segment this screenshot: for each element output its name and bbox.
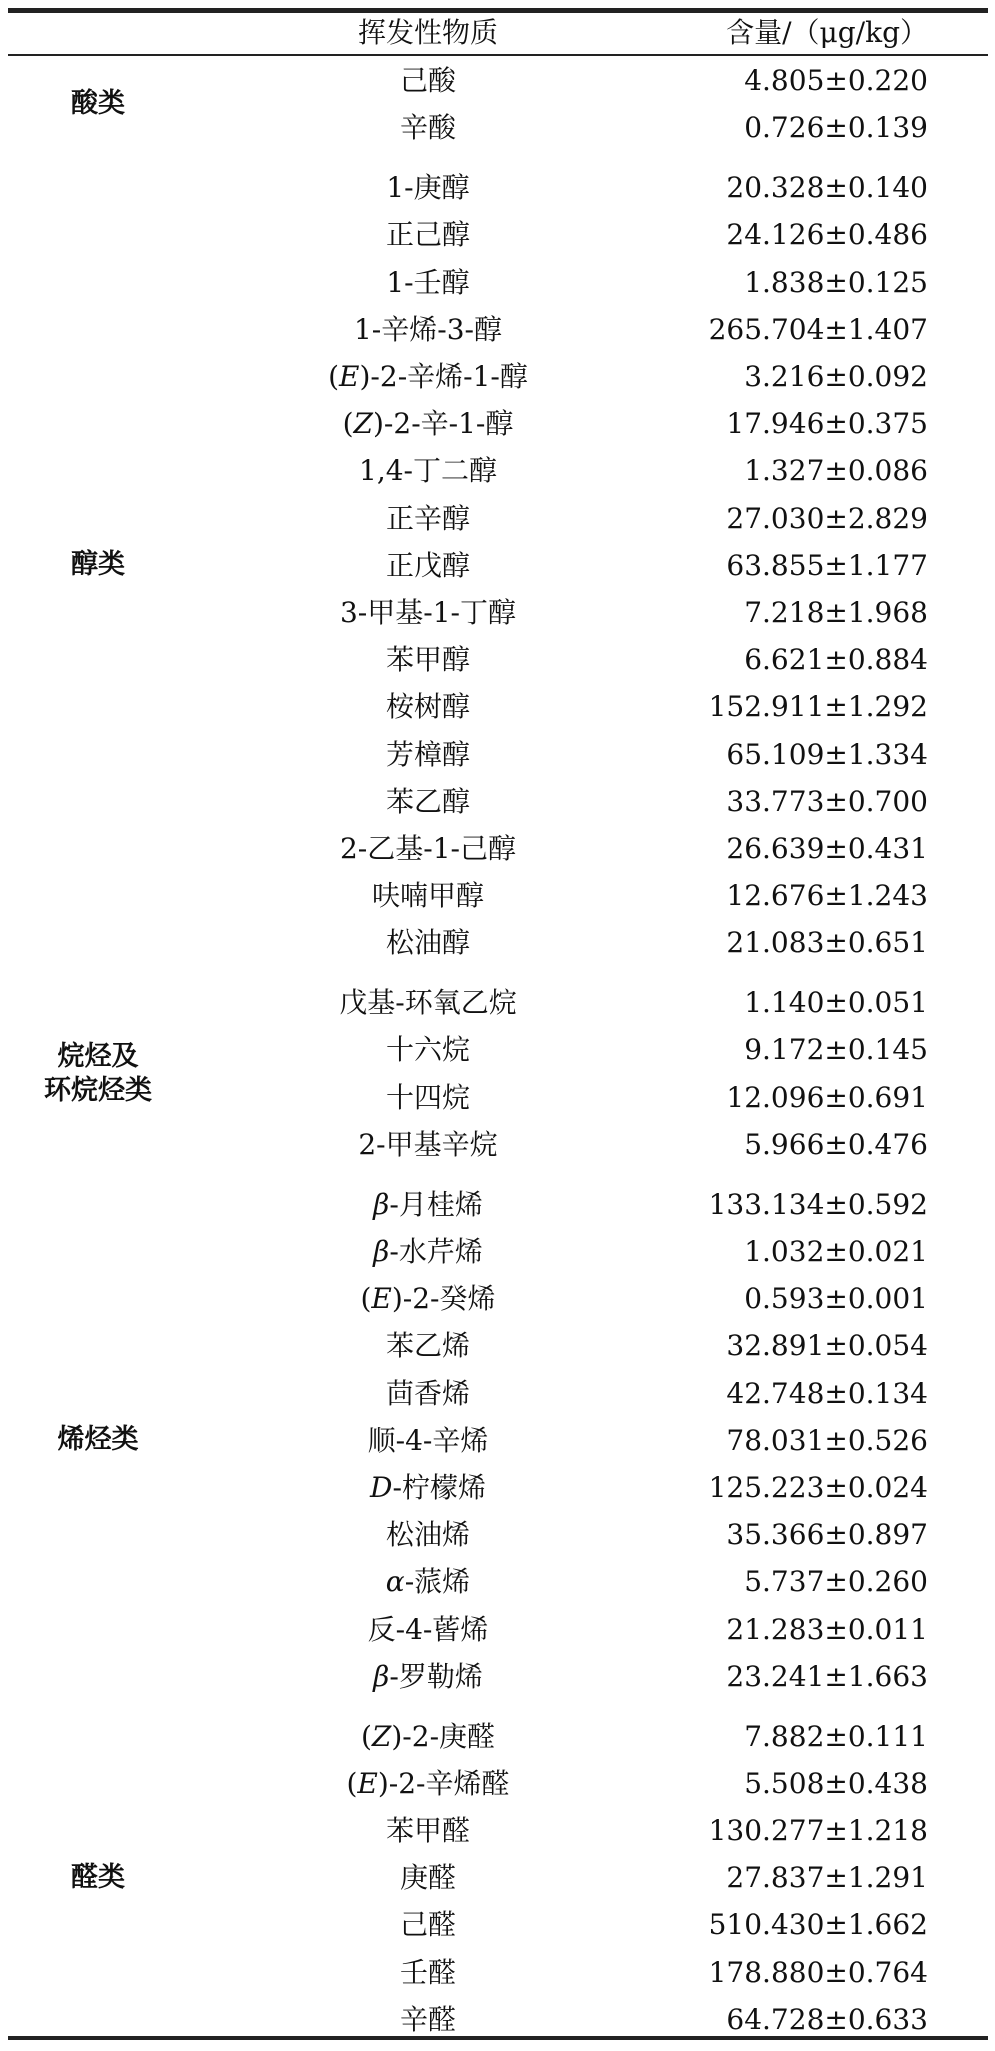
table-row — [198, 447, 928, 494]
compound-name: 辛醛 — [399, 2002, 456, 2036]
content-value: 12.676±1.243 — [726, 879, 928, 913]
compound-name: 苯甲醇 — [385, 643, 470, 677]
header-content: 含量/（μg/kg） — [726, 16, 928, 49]
compound-name: 2-甲基辛烷 — [358, 1127, 498, 1161]
compound-name: 己醛 — [399, 1908, 456, 1942]
content-value: 130.277±1.218 — [708, 1814, 928, 1847]
content-value: 78.031±0.526 — [726, 1423, 928, 1457]
table-row — [198, 1228, 928, 1275]
content-value: 21.283±0.011 — [726, 1612, 928, 1646]
content-value: 7.218±1.968 — [744, 595, 928, 629]
compound-name: (Z)-2-辛-1-醇 — [342, 407, 514, 441]
content-value: 5.966±0.476 — [744, 1127, 928, 1161]
compound-name: β-罗勒烯 — [373, 1659, 483, 1693]
content-value: 65.109±1.334 — [726, 737, 928, 771]
table-row — [198, 259, 928, 306]
table-row — [198, 1901, 928, 1948]
header-rule — [8, 54, 988, 56]
table-row — [198, 919, 928, 966]
content-value: 3.216±0.092 — [744, 359, 928, 393]
content-value: 9.172±0.145 — [744, 1033, 928, 1067]
table-row — [198, 1121, 928, 1168]
category-label: 醇类 — [71, 549, 125, 581]
table-row — [198, 1417, 928, 1464]
content-value: 64.728±0.633 — [726, 2002, 928, 2036]
content-value: 178.880±0.764 — [708, 1955, 928, 1989]
table-row — [198, 495, 928, 542]
compound-name: 反-4-蒈烯 — [367, 1612, 489, 1646]
table-row — [198, 1854, 928, 1901]
table-row — [198, 731, 928, 778]
content-value: 0.593±0.001 — [744, 1282, 928, 1316]
compound-name: 苯乙烯 — [385, 1329, 470, 1363]
compound-name: 松油烯 — [385, 1518, 470, 1552]
compound-name: α-蒎烯 — [385, 1565, 471, 1599]
table-row — [198, 589, 928, 636]
compound-name: (E)-2-辛烯-1-醇 — [328, 359, 528, 393]
compound-name: 壬醛 — [399, 1955, 456, 1989]
table-row — [198, 825, 928, 872]
compound-name: 正己醇 — [385, 218, 470, 252]
table-row — [198, 1275, 928, 1322]
table-row — [198, 353, 928, 400]
content-value: 6.621±0.884 — [744, 643, 928, 677]
table-row — [198, 1760, 928, 1807]
table-row — [198, 1181, 928, 1228]
content-value: 33.773±0.700 — [726, 784, 928, 818]
table-row — [198, 1370, 928, 1417]
table-row — [198, 104, 928, 151]
table-row — [198, 872, 928, 919]
table-row — [198, 542, 928, 589]
content-value: 510.430±1.662 — [708, 1908, 928, 1942]
category-label: 醛类 — [71, 1861, 125, 1893]
content-value: 265.704±1.407 — [708, 312, 928, 346]
compound-name: (Z)-2-庚醛 — [360, 1719, 496, 1753]
compound-name: 1-庚醇 — [386, 171, 470, 205]
table-row — [198, 400, 928, 447]
compound-name: 苯乙醇 — [385, 784, 470, 818]
compound-name: 芳樟醇 — [385, 737, 470, 771]
table-row — [198, 778, 928, 825]
content-value: 1.140±0.051 — [744, 986, 928, 1020]
content-value: 1.327±0.086 — [744, 454, 928, 488]
category-label: 烷烃及 环烷烃类 — [44, 1040, 152, 1106]
table-row — [198, 1558, 928, 1605]
table-row — [198, 636, 928, 683]
content-value: 7.882±0.111 — [744, 1719, 928, 1753]
content-value: 26.639±0.431 — [726, 831, 928, 865]
compound-name: 十四烷 — [385, 1080, 470, 1114]
content-value: 0.726±0.139 — [744, 111, 928, 145]
compound-name: 桉树醇 — [385, 690, 470, 724]
content-value: 17.946±0.375 — [726, 407, 928, 441]
table-row — [198, 1322, 928, 1369]
content-value: 42.748±0.134 — [726, 1376, 928, 1410]
table-row — [198, 1464, 928, 1511]
content-value: 4.805±0.220 — [744, 64, 928, 97]
content-value: 21.083±0.651 — [726, 926, 928, 960]
content-value: 20.328±0.140 — [726, 171, 928, 205]
table-row — [198, 1511, 928, 1558]
compound-name: (E)-2-辛烯醛 — [346, 1766, 510, 1800]
table-row — [198, 164, 928, 211]
table-row — [198, 211, 928, 258]
table-row — [198, 1026, 928, 1073]
compound-name: D-柠檬烯 — [370, 1470, 486, 1504]
content-value: 27.030±2.829 — [726, 501, 928, 535]
category-label: 烯烃类 — [57, 1424, 139, 1456]
table-row — [198, 306, 928, 353]
table-row — [198, 1949, 928, 1996]
compound-name: 正辛醇 — [385, 501, 470, 535]
content-value: 27.837±1.291 — [726, 1861, 928, 1895]
content-value: 35.366±0.897 — [726, 1518, 928, 1552]
compound-name: 己酸 — [399, 64, 456, 97]
content-value: 5.508±0.438 — [744, 1766, 928, 1800]
content-value: 23.241±1.663 — [726, 1659, 928, 1693]
content-value: 12.096±0.691 — [726, 1080, 928, 1114]
compound-name: 戊基-环氧乙烷 — [339, 986, 517, 1020]
compound-name: 庚醛 — [399, 1861, 456, 1895]
category-label: 酸类 — [71, 88, 125, 120]
table-row — [198, 1606, 928, 1653]
content-value: 1.032±0.021 — [744, 1234, 928, 1268]
table-row — [198, 1713, 928, 1760]
table-row — [198, 683, 928, 730]
content-value: 5.737±0.260 — [744, 1565, 928, 1599]
compound-name: 茴香烯 — [385, 1376, 470, 1410]
compound-name: 呋喃甲醇 — [371, 879, 484, 913]
compound-name: β-月桂烯 — [373, 1187, 483, 1221]
content-value: 133.134±0.592 — [708, 1187, 928, 1221]
compound-name: 1-壬醇 — [386, 265, 470, 299]
compound-name: 2-乙基-1-己醇 — [339, 831, 516, 865]
bottom-rule — [8, 2036, 988, 2040]
content-value: 152.911±1.292 — [708, 690, 928, 724]
header-compound: 挥发性物质 — [357, 16, 498, 49]
compound-name: 1-辛烯-3-醇 — [353, 312, 502, 346]
content-value: 32.891±0.054 — [726, 1329, 928, 1363]
compound-name: 辛酸 — [399, 111, 456, 145]
compound-name: 1,4-丁二醇 — [359, 454, 497, 488]
compound-name: β-水芹烯 — [373, 1234, 483, 1268]
content-value: 125.223±0.024 — [708, 1470, 928, 1504]
table-row — [198, 1074, 928, 1121]
table-row — [198, 979, 928, 1026]
compound-name: 3-甲基-1-丁醇 — [339, 595, 516, 629]
content-value: 24.126±0.486 — [726, 218, 928, 252]
content-value: 63.855±1.177 — [726, 548, 928, 582]
compound-name: 正戊醇 — [385, 548, 470, 582]
compound-name: 顺-4-辛烯 — [367, 1423, 489, 1457]
compound-name: 苯甲醛 — [385, 1814, 470, 1847]
compound-name: 十六烷 — [385, 1033, 470, 1067]
compound-name: 松油醇 — [385, 926, 470, 960]
content-value: 1.838±0.125 — [744, 265, 928, 299]
compound-name: (E)-2-癸烯 — [360, 1282, 496, 1316]
table-row — [198, 57, 928, 104]
table-row — [198, 1653, 928, 1700]
table-row — [198, 1807, 928, 1854]
